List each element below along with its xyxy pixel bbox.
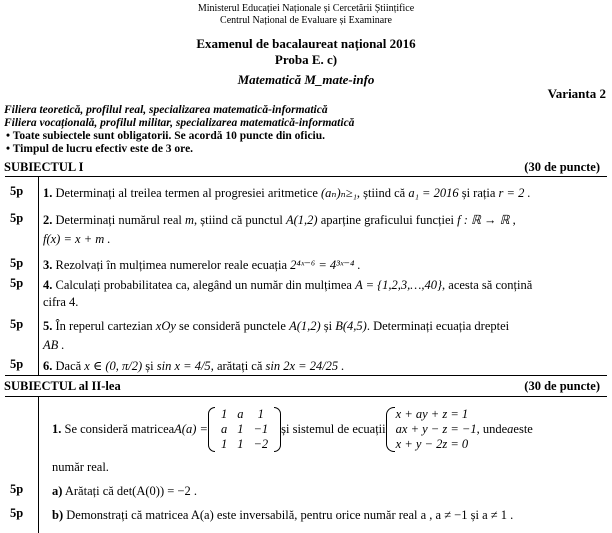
points-s2-b: 5p (10, 506, 24, 520)
variant-label: Varianta 2 (547, 86, 606, 101)
subiect2-points: (30 de puncte) (524, 379, 600, 393)
subiect1-divider (38, 176, 39, 375)
s2-sub-b: b) Demonstrați că matricea A(a) este inversabilă, pentru orice număr real a , a ≠ −1 și a ≠ 1 . (52, 508, 514, 522)
points-1: 5p (10, 184, 24, 198)
points-s2-a: 5p (10, 482, 24, 496)
item-5: 5. În reperul cartezian xOy se consideră punctele A(1,2) și B(4,5). Determinați ecuația dreptei (43, 319, 510, 333)
subiect2-divider (38, 396, 39, 533)
subiect1-bottom-rule (5, 375, 607, 376)
s2-sub-a: a) Arătați că det(A(0)) = −2 . (52, 484, 197, 498)
points-5: 5p (10, 317, 24, 331)
points-2: 5p (10, 211, 24, 225)
rule-1: • Toate subiectele sunt obligatorii. Se acordă 10 puncte din oficiu. (6, 130, 326, 142)
subiect1-top-rule (5, 176, 607, 177)
item-2: 2. Determinați numărul real m, știind că punctul A(1,2) aparține graficului funcției f : ℝ → ℝ , (43, 213, 516, 227)
exam-title: Examenul de bacalaureat național 2016 (196, 36, 416, 51)
s2-item-1-line2: număr real. (52, 460, 109, 474)
subject-title: Matematică M_mate-info (237, 72, 375, 87)
proba-title: Proba E. c) (274, 52, 338, 67)
center-line: Centrul Național de Evaluare și Examinare (220, 15, 392, 26)
item-6: 6. Dacă x ∈ (0, π/2) și sin x = 4/5, arătați că sin 2x = 24/25 . (43, 359, 345, 373)
rule-2: • Timpul de lucru efectiv este de 3 ore. (6, 143, 194, 155)
s2-item-1-num: 1. (52, 422, 62, 436)
subiect1-points: (30 de puncte) (524, 160, 600, 174)
equation-system: x + ay + z = 1 ax + y − z = −1 x + y − 2z = 0 (386, 407, 477, 452)
subiect2-top-rule (5, 396, 607, 397)
filiera-line-1: Filiera teoretică, profilul real, specializarea matematică-informatică (4, 104, 328, 116)
matrix-A: 1 a 1 a 1 −1 1 1 −2 (208, 407, 281, 452)
item-2-line2: f(x) = x + m . (43, 232, 111, 246)
s2-item-1: 1. Se consideră matricea A(a) = 1 a 1 a 1 −1 1 1 −2 și sistemul de ecuații x + ay + z = 1 ax + y − z = −1 x + y − 2z = 0 , unde a este (52, 407, 533, 451)
item-4: 4. Calculați probabilitatea ca, alegând un număr din mulțimea A = {1,2,3,…,40}, acesta să conțină (43, 278, 533, 292)
filiera-line-2: Filiera vocațională, profilul militar, specializarea matematică-informatică (4, 117, 355, 129)
points-3: 5p (10, 256, 24, 270)
item-3: 3. Rezolvați în mulțimea numerelor reale ecuația 2⁴ˣ⁻⁶ = 4³ˣ⁻⁴ . (43, 258, 361, 272)
item-4-line2: cifra 4. (43, 295, 79, 309)
item-1: 1. Determinați al treilea termen al progresiei aritmetice (aₙ)ₙ≥₁, știind că a₁ = 2016 și rația r = 2 . (43, 186, 531, 200)
subiect2-title: SUBIECTUL al II-lea (4, 379, 121, 393)
subiect1-title: SUBIECTUL I (4, 160, 84, 174)
points-4: 5p (10, 276, 24, 290)
points-6: 5p (10, 357, 24, 371)
ministry-line: Ministerul Educației Naționale și Cercetării Științifice (197, 3, 415, 14)
item-5-line2: AB . (43, 338, 65, 352)
